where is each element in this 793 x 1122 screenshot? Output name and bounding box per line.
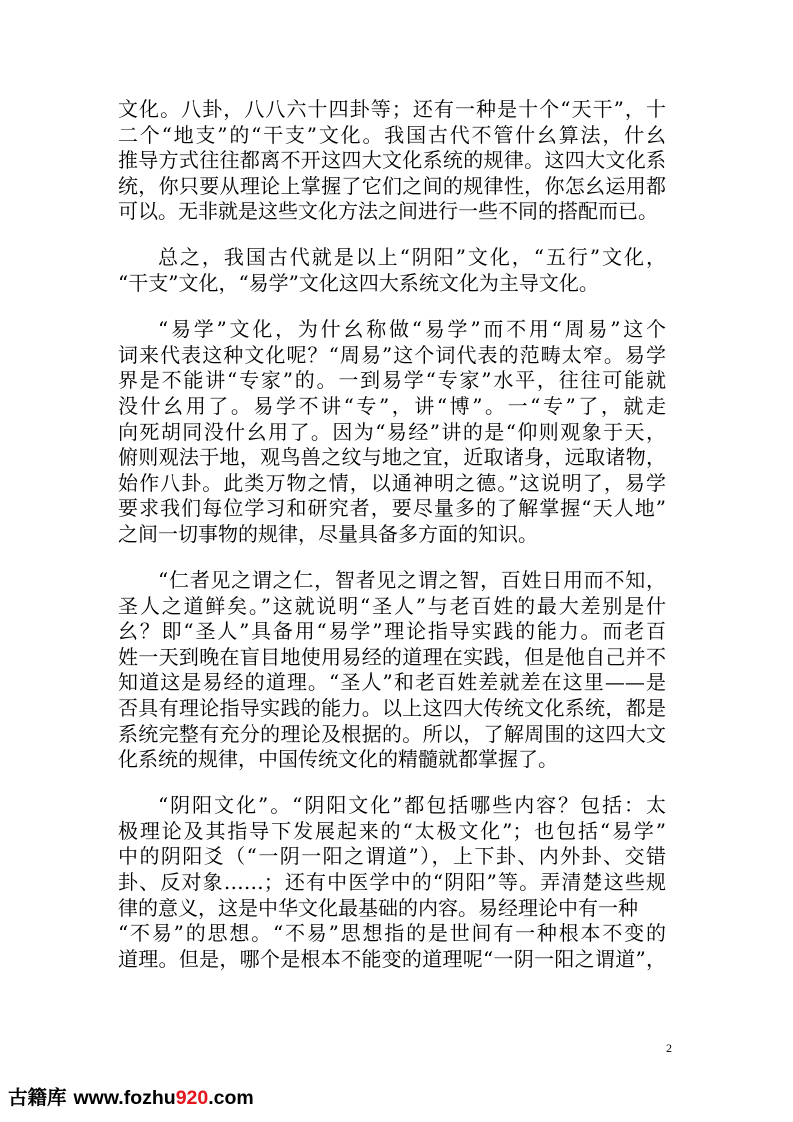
text-line: 卦、反对象……；还有中医学中的“阴阳”等。弄清楚这些规	[118, 870, 666, 895]
text-line: 幺？即“圣人”具备用“易学”理论指导实践的能力。而老百	[118, 619, 666, 644]
text-line: 要求我们每位学习和研究者，要尽量多的了解掌握“天人地”	[118, 496, 666, 521]
paragraph	[118, 793, 666, 972]
text-line: 化系统的规律，中国传统文化的精髓就都掌握了。	[118, 747, 558, 772]
text-line: 没什幺用了。易学不讲“专”，讲“博”。一“专”了，就走	[118, 393, 666, 418]
text-line: “干支”文化，“易学”文化这四大系统文化为主导文化。	[118, 271, 599, 296]
text-line: 向死胡同没什幺用了。因为“易经”讲的是“仰则观象于天，	[118, 419, 666, 444]
paragraph	[118, 97, 666, 225]
text-line: 推导方式往往都离不开这四大文化系统的规律。这四大文化系	[118, 148, 666, 173]
text-line: 文化。八卦，八八六十四卦等；还有一种是十个“天干”，十	[118, 97, 666, 121]
text-line: 极理论及其指导下发展起来的“太极文化”；也包括“易学”	[118, 818, 666, 843]
site-name: 古籍库	[8, 1087, 67, 1109]
document-body	[118, 97, 666, 972]
text-line: 道理。但是，哪个是根本不能变的道理呢“一阴一阳之谓道”，	[118, 946, 666, 971]
page-number: 2	[666, 1041, 672, 1055]
text-line: 知道这是易经的道理。“圣人”和老百姓差就差在这里——是	[118, 670, 666, 695]
paragraph	[118, 245, 666, 296]
text-line: 之间一切事物的规律，尽量具备多方面的知识。	[118, 521, 538, 546]
text-line: 统，你只要从理论上掌握了它们之间的规律性，你怎幺运用都	[118, 173, 666, 198]
text-line: 律的意义，这是中华文化最基础的内容。易经理论中有一种	[118, 895, 638, 920]
text-line: “不易”的思想。“不易”思想指的是世间有一种根本不变的	[118, 921, 666, 946]
site-url-number: 920	[175, 1087, 209, 1109]
paragraph	[118, 568, 666, 773]
paragraph	[118, 317, 666, 547]
text-line: 俯则观法于地，观鸟兽之纹与地之宜，近取诸身，远取诸物，	[118, 445, 666, 470]
text-line: 系统完整有充分的理论及根据的。所以，了解周围的这四大文	[118, 721, 666, 746]
site-url-suffix: .com	[208, 1087, 254, 1109]
text-line: “易学”文化，为什幺称做“易学”而不用“周易”这个	[158, 317, 666, 342]
text-line: 否具有理论指导实践的能力。以上这四大传统文化系统，都是	[118, 695, 666, 720]
text-line: 二个“地支”的“干支”文化。我国古代不管什幺算法，什幺	[118, 122, 666, 147]
text-line: 界是不能讲“专家”的。一到易学“专家”水平，往往可能就	[118, 368, 666, 393]
text-line: 始作八卦。此类万物之情，以通神明之德。”这说明了，易学	[118, 470, 666, 495]
text-line: “仁者见之谓之仁，智者见之谓之智，百姓日用而不知，	[158, 568, 666, 592]
text-line: 总之，我国古代就是以上“阴阳”文化，“五行”文化，	[158, 245, 666, 270]
text-line: 可以。无非就是这些文化方法之间进行一些不同的搭配而已。	[118, 199, 658, 224]
watermark-footer	[8, 1087, 254, 1109]
text-line: 中的阴阳爻（“一阴一阳之谓道”），上下卦、内外卦、交错	[118, 844, 666, 869]
text-line: 姓一天到晚在盲目地使用易经的道理在实践，但是他自己并不	[118, 644, 666, 669]
text-line: “阴阳文化”。“阴阳文化”都包括哪些内容？包括：太	[158, 793, 666, 818]
text-line: 圣人之道鲜矣。”这就说明“圣人”与老百姓的最大差别是什	[118, 593, 666, 618]
text-line: 词来代表这种文化呢？“周易”这个词代表的范畴太窄。易学	[118, 342, 666, 367]
site-url-prefix: www.fozhu	[73, 1087, 176, 1109]
